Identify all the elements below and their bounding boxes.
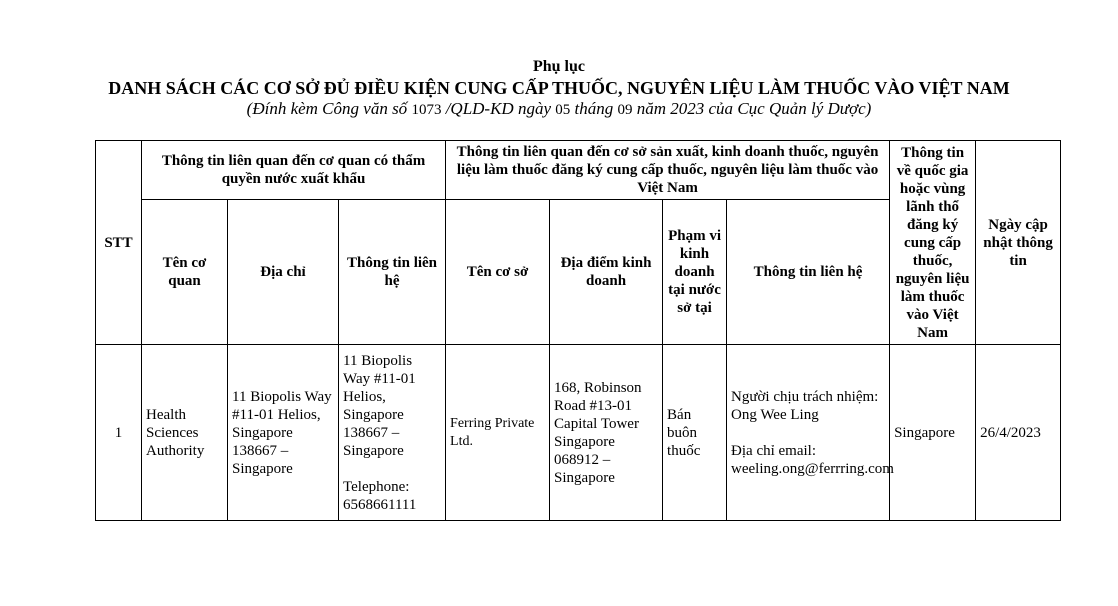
contact-person: Người chịu trách nhiệm: Ong Wee Ling (731, 388, 879, 423)
subtitle-prefix: (Đính kèm Công văn số (246, 99, 412, 118)
cell-agency-name: Health Sciences Authority (142, 345, 228, 521)
subtitle-mid2: tháng (570, 99, 618, 118)
cell-facility-name: Ferring Private Ltd. (446, 345, 550, 521)
contact-email: Địa chỉ email: weeling.ong@ferrring.com (731, 442, 894, 477)
header-facility-name: Tên cơ sở (446, 200, 550, 345)
cell-country: Singapore (890, 345, 976, 521)
header-row-1 (96, 141, 1061, 200)
spacer (343, 460, 441, 478)
header-updated: Ngày cập nhật thông tin (976, 141, 1061, 345)
document-header (0, 57, 1118, 120)
header-country: Thông tin về quốc gia hoặc vùng lãnh thổ đăng ký cung cấp thuốc, nguyên liệu làm thuốc vào Việt Nam (890, 141, 976, 345)
header-scope: Phạm vi kinh doanh tại nước sở tại (663, 200, 727, 345)
agency-contact-address: 11 Biopolis Way #11-01 Helios, Singapore 138667 – Singapore (343, 352, 416, 459)
cell-facility-location: 168, Robinson Road #13-01 Capital Tower Singapore 068912 – Singapore (550, 345, 663, 521)
agency-contact-phone: Telephone: 6568661111 (343, 478, 417, 513)
facility-table (95, 140, 1061, 521)
header-facility-location: Địa điểm kinh doanh (550, 200, 663, 345)
header-stt: STT (96, 141, 142, 345)
cell-stt: 1 (96, 345, 142, 521)
header-authority-group: Thông tin liên quan đến cơ quan có thẩm quyền nước xuất khẩu (142, 141, 446, 200)
subtitle-mid3: năm 2023 của (632, 99, 738, 118)
cell-scope: Bán buôn thuốc (663, 345, 727, 521)
table-row (96, 345, 1061, 521)
document-subtitle (0, 99, 1118, 120)
document-title: DANH SÁCH CÁC CƠ SỞ ĐỦ ĐIỀU KIỆN CUNG CẤP THUỐC, NGUYÊN LIỆU LÀM THUỐC VÀO VIỆT NAM (108, 78, 1010, 98)
header-agency-address: Địa chỉ (228, 200, 339, 345)
header-facility-group: Thông tin liên quan đến cơ sở sản xuất, kinh doanh thuốc, nguyên liệu làm thuốc đăng ký cung cấp thuốc, nguyên liệu làm thuốc vào Việt Nam (446, 141, 890, 200)
cell-agency-address: 11 Biopolis Way #11-01 Helios, Singapore 138667 – Singapore (228, 345, 339, 521)
doc-day: 05 (555, 102, 571, 118)
spacer (731, 424, 885, 442)
subtitle-mid1: /QLD-KD ngày (441, 99, 556, 118)
header-agency-contact: Thông tin liên hệ (339, 200, 446, 345)
agency-name: Cục Quản lý Dược) (737, 99, 872, 118)
cell-agency-contact (339, 345, 446, 521)
header-agency-name: Tên cơ quan (142, 200, 228, 345)
appendix-label: Phụ lục (532, 58, 585, 75)
cell-facility-contact (727, 345, 894, 521)
doc-number: 1073 (411, 102, 442, 118)
cell-updated: 26/4/2023 (976, 345, 1061, 521)
header-facility-contact: Thông tin liên hệ (727, 200, 890, 345)
doc-month: 09 (617, 102, 633, 118)
